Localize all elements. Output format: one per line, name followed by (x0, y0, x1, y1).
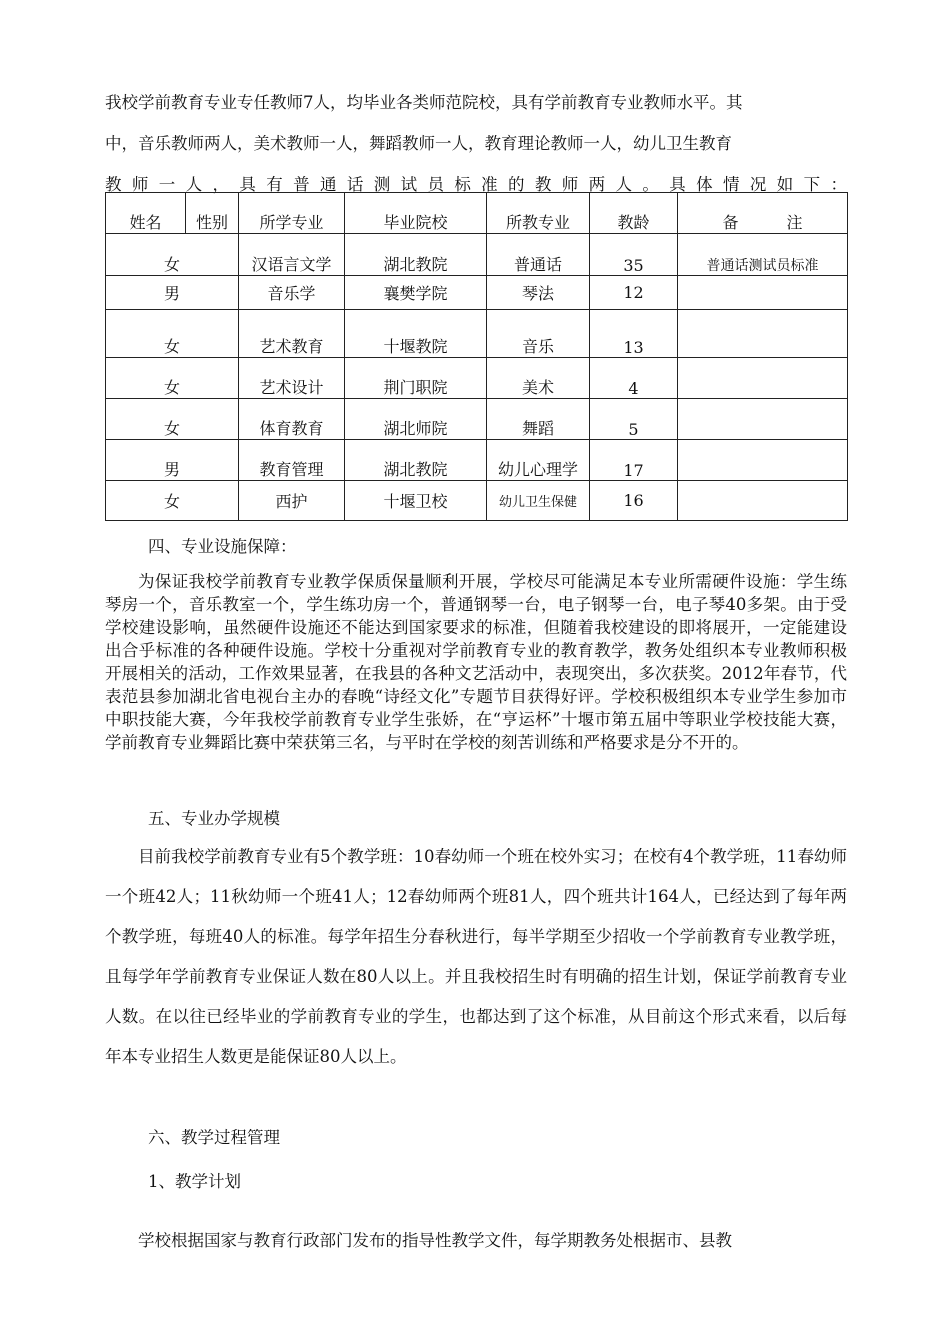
cell-teaching: 美术 (487, 358, 590, 399)
cell-teaching: 幼儿卫生保健 (487, 481, 590, 521)
header-remark: 备 注 (678, 193, 848, 234)
cell-gender: 男 (106, 440, 239, 481)
section6-heading: 六、教学过程管理 (148, 1128, 280, 1147)
table-row (106, 310, 848, 358)
cell-remark (678, 399, 848, 440)
cell-gender: 男 (106, 276, 239, 310)
cell-years: 35 (590, 234, 678, 276)
cell-major: 艺术教育 (239, 310, 345, 358)
cell-teaching: 舞蹈 (487, 399, 590, 440)
table-row (106, 276, 848, 310)
header-years: 教龄 (590, 193, 678, 234)
cell-major: 体育教育 (239, 399, 345, 440)
table-row (106, 399, 848, 440)
table-row (106, 358, 848, 399)
cell-major: 艺术设计 (239, 358, 345, 399)
cell-years: 13 (590, 310, 678, 358)
cell-remark (678, 440, 848, 481)
cell-years: 5 (590, 399, 678, 440)
cell-teaching: 普通话 (487, 234, 590, 276)
cell-teaching: 幼儿心理学 (487, 440, 590, 481)
cell-remark: 普通话测试员标准 (678, 234, 848, 276)
cell-years: 17 (590, 440, 678, 481)
cell-school: 湖北教院 (345, 440, 487, 481)
cell-gender: 女 (106, 358, 239, 399)
cell-remark (678, 276, 848, 310)
header-major: 所学专业 (239, 193, 345, 234)
cell-remark (678, 358, 848, 399)
intro-paragraph (105, 82, 847, 205)
cell-teaching: 音乐 (487, 310, 590, 358)
header-name: 姓名 (106, 193, 186, 234)
table-row (106, 481, 848, 521)
section6-body: 学校根据国家与教育行政部门发布的指导性教学文件，每学期教务处根据市、县教 (138, 1231, 732, 1250)
cell-school: 襄樊学院 (345, 276, 487, 310)
cell-major: 教育管理 (239, 440, 345, 481)
cell-school: 湖北教院 (345, 234, 487, 276)
table-row (106, 234, 848, 276)
cell-gender: 女 (106, 399, 239, 440)
header-teaching: 所教专业 (487, 193, 590, 234)
cell-school: 湖北师院 (345, 399, 487, 440)
cell-gender: 女 (106, 234, 239, 276)
cell-years: 16 (590, 481, 678, 521)
cell-remark (678, 481, 848, 521)
section5-heading: 五、专业办学规模 (148, 809, 280, 828)
cell-school: 荆门职院 (345, 358, 487, 399)
section4-heading: 四、专业设施保障： (148, 537, 297, 556)
cell-major: 音乐学 (239, 276, 345, 310)
header-gender: 性别 (186, 193, 239, 234)
cell-years: 4 (590, 358, 678, 399)
intro-line-2: 中，音乐教师两人，美术教师一人，舞蹈教师一人，教育理论教师一人，幼儿卫生教育 (105, 134, 732, 153)
cell-gender: 女 (106, 310, 239, 358)
table-header-row (106, 193, 848, 234)
cell-school: 十堰教院 (345, 310, 487, 358)
section6-subheading: 1、教学计划 (148, 1172, 241, 1191)
cell-school: 十堰卫校 (345, 481, 487, 521)
cell-gender: 女 (106, 481, 239, 521)
intro-line-1: 我校学前教育专业专任教师7人，均毕业各类师范院校，具有学前教育专业教师水平。其 (105, 93, 743, 112)
teacher-table (105, 192, 848, 521)
cell-remark (678, 310, 848, 358)
cell-years: 12 (590, 276, 678, 310)
cell-major: 汉语言文学 (239, 234, 345, 276)
cell-major: 西护 (239, 481, 345, 521)
section4-body: 为保证我校学前教育专业教学保质保量顺利开展，学校尽可能满足本专业所需硬件设施：学生练琴房一个，音乐教室一个，学生练功房一个，普通钢琴一台，电子钢琴一台，电子琴40多架。由于受学校建设影响，虽然硬件设施还不能达到国家要求的标准，但随着我校建设的即将展开，一定能建设出合乎标准的各种硬件设施。学校十分重视对学前教育专业的教育教学，教务处组织本专业教师积极开展相关的活动，工作效果显著，在我县的各种文艺活动中，表现突出，多次获奖。2012年春节，代表范县参加湖北省电视台主办的春晚“诗经文化”专题节目获得好评。学校积极组织本专业学生参加市中职技能大赛，今年我校学前教育专业学生张娇，在“亨运杯”十堰市第五届中等职业学校技能大赛，学前教育专业舞蹈比赛中荣获第三名，与平时在学校的刻苦训练和严格要求是分不开的。 (105, 572, 847, 752)
section5-body: 目前我校学前教育专业有5个教学班：10春幼师一个班在校外实习；在校有4个教学班，11春幼师一个班42人；11秋幼师一个班41人；12春幼师两个班81人，四个班共计164人，已经达到了每年两个教学班，每班40人的标准。每学年招生分春秋进行，每半学期至少招收一个学前教育专业教学班，且每学年学前教育专业保证人数在80人以上。并且我校招生时有明确的招生计划，保证学前教育专业人数。在以往已经毕业的学前教育专业的学生，也都达到了这个标准，从目前这个形式来看，以后每年本专业招生人数更是能保证80人以上。 (105, 847, 847, 1066)
header-school: 毕业院校 (345, 193, 487, 234)
cell-teaching: 琴法 (487, 276, 590, 310)
table-row (106, 440, 848, 481)
intro-line-3: 教师一人，具有普通话测试员标准的教师两人。具体情况如下： (105, 175, 847, 194)
